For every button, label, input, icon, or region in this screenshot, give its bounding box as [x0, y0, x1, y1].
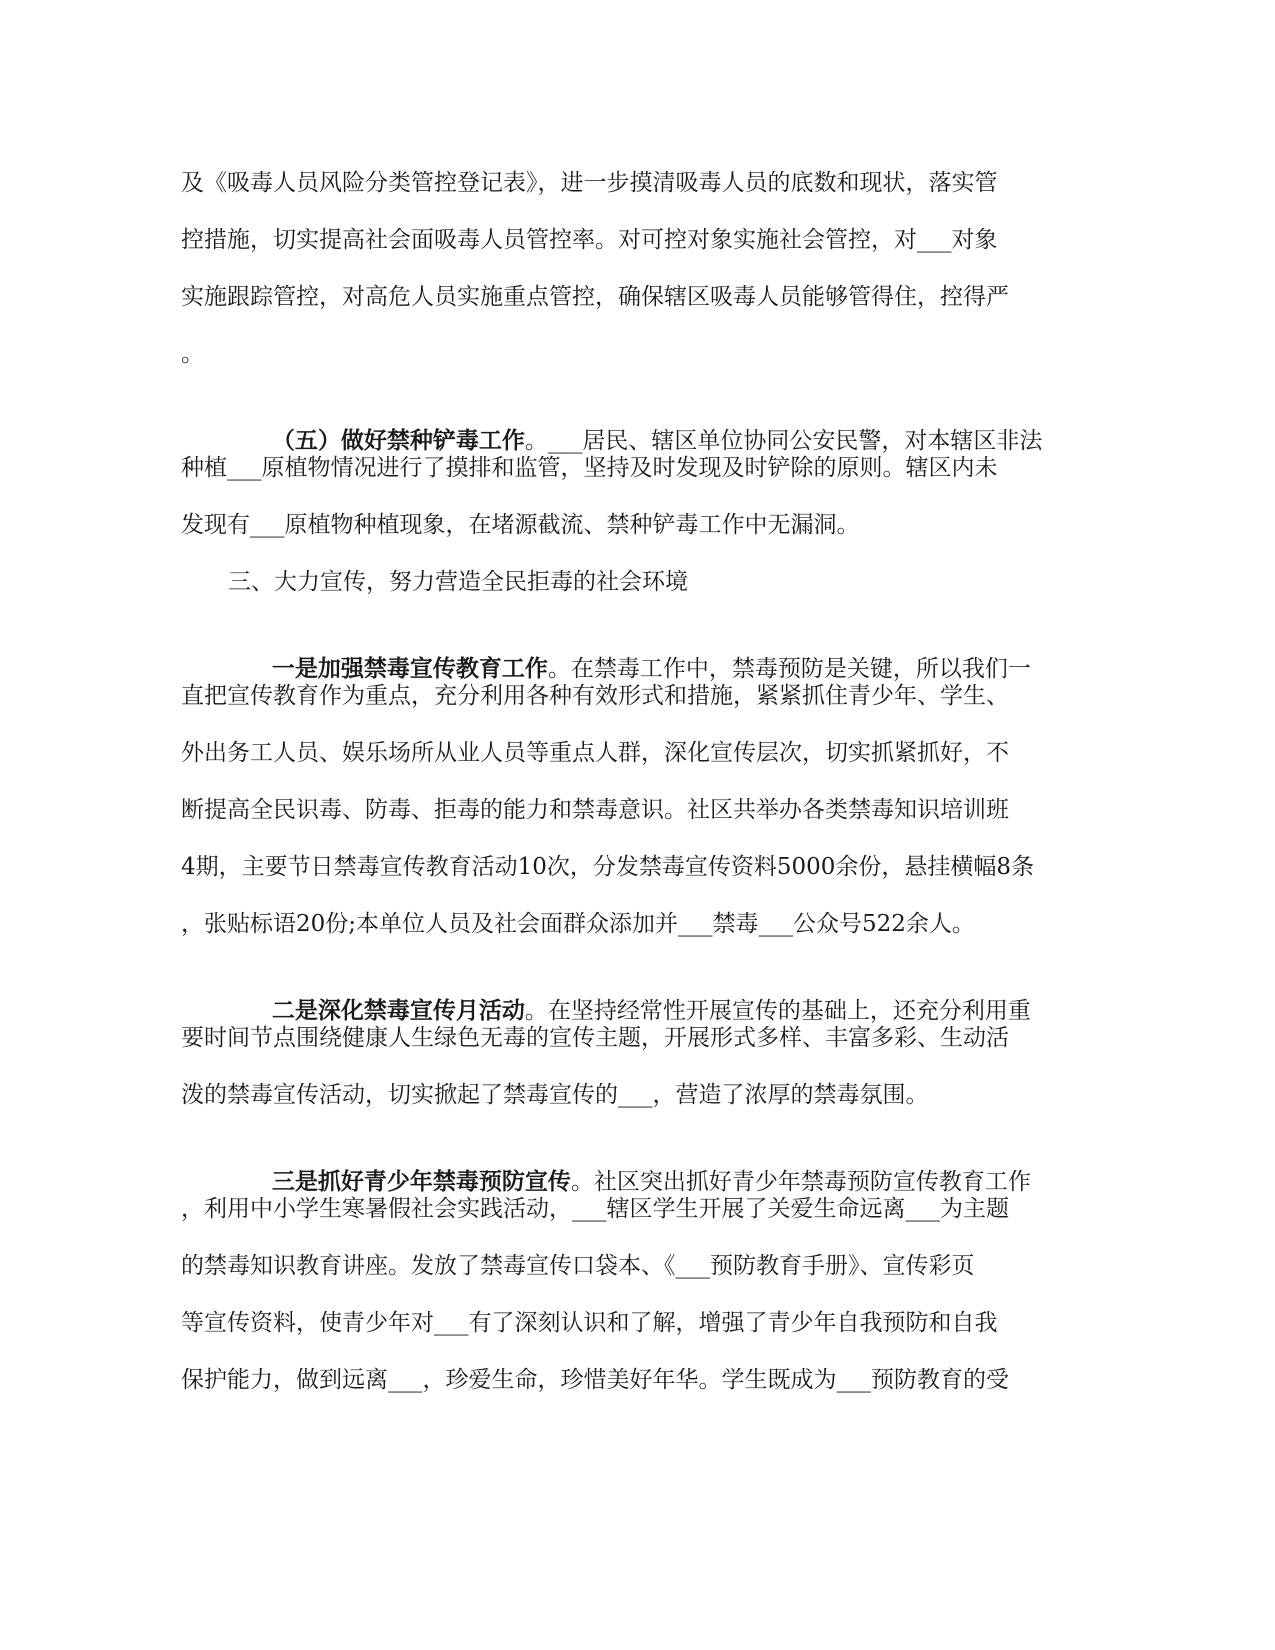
paragraph-3-heading: 一是加强禁毒宣传教育工作 [271, 655, 548, 682]
paragraph-5-text: 。社区突出抓好青少年禁毒预防宣传教育工作 [570, 1169, 1031, 1195]
paragraph-4-heading: 二是深化禁毒宣传月活动 [271, 997, 525, 1024]
paragraph-2-heading: （五）做好禁种铲毒工作 [271, 427, 525, 454]
paragraph-2-text: 。___居民、辖区单位协同公安民警，对本辖区非法 [524, 428, 1043, 454]
paragraph-3-text: 。在禁毒工作中，禁毒预防是关键，所以我们一 [547, 656, 1031, 682]
document-page: 及《吸毒人员风险分类管控登记表》，进一步摸清吸毒人员的底数和现状，落实管 控措施，切实提高社会面吸毒人员管控率。对可控对象实施社会管控，对___对象 实施跟踪管控，对高危人员实施重点管控，确保辖区吸毒人员能够管得住，控得严 。 （五）做好禁种铲毒工作。___居民、辖区单位协同公安民警，对本辖区非法 种植___原植物情况进行了摸排和监管，坚持及时发现及时铲除的原则。辖区内未 发现有___原植物种植现象，在堵源截流、禁种铲毒工作中无漏洞。 三、大力宣传，努力营造全民拒毒的社会环境 一是加强禁毒宣传教育工作。在禁毒工作中，禁毒预防是关键，所以我们一 直把宣传教育作为重点，充分利用各种有效形式和措施，紧紧抓住青少年、学生、 外出务工人员、娱乐场所从业人员等重点人群，深化宣传层次，切实抓紧抓好，不 断提高全民识毒、防毒、拒毒的能力和禁毒意识。社区共举办各类禁毒知识培训班 4期，主要节日禁毒宣传教育活动10次，分发禁毒宣传资料5000余份，悬挂横幅8条 ，张贴标语20份;本单位人员及社会面群众添加并___禁毒___公众号522余人。 二是深化禁毒宣传月活动。在坚持经常性开展宣传的基础上，还充分利用重 要时间节点围绕健康人生绿色无毒的宣传主题，开展形式多样、丰富多彩、生动活 泼的禁毒宣传活动，切实掀起了禁毒宣传的___，营造了浓厚的禁毒氛围。 三是抓好青少年禁毒预防宣传。社区突出抓好青少年禁毒预防宣传教育工作 ，利用中小学生寒暑假社会实践活动，___辖区学生开展了关爱生命远离___为主题 的禁毒知识教育讲座。发放了禁毒宣传口袋本、《___预防教育手册》、宣传彩页 等宣传资料，使青少年对___有了深刻认识和了解，增强了青少年自我预防和自我 保护能力，做到远离___，珍爱生命，珍惜美好年华。学生既成为___预防教育的受 [181, 170, 1043, 1393]
paragraph-5-heading: 三是抓好青少年禁毒预防宣传 [271, 1168, 571, 1195]
paragraph-4-text: 。在坚持经常性开展宣传的基础上，还充分利用重 [524, 998, 1031, 1024]
